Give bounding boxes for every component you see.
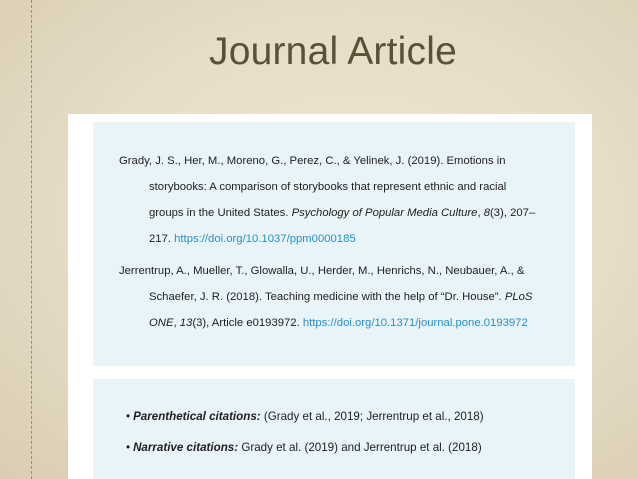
citation-text: (Grady et al., 2019; Jerrentrup et al., 2018) bbox=[260, 410, 484, 423]
reference-text: (3), 207– bbox=[490, 207, 536, 219]
slide-title: Journal Article bbox=[209, 30, 457, 73]
citation-label: Narrative citations: bbox=[133, 441, 239, 454]
reference-line: Grady, J. S., Her, M., Moreno, G., Perez, C., & Yelinek, J. (2019). Emotions in bbox=[119, 155, 506, 167]
journal-title: Psychology of Popular Media Culture bbox=[291, 207, 478, 219]
reference-line bbox=[119, 310, 559, 336]
reference-entry bbox=[119, 258, 559, 336]
reference-text: Schaefer, J. R. (2018). Teaching medicine with the help of “Dr. House”. bbox=[149, 291, 505, 303]
reference-text: 217. bbox=[149, 233, 175, 245]
reference-text: (3), Article e0193972. bbox=[192, 317, 303, 329]
bullet: • bbox=[126, 410, 131, 423]
narrative-citation bbox=[126, 441, 482, 454]
reference-line bbox=[119, 226, 559, 252]
citation-label: Parenthetical citations: bbox=[133, 410, 261, 423]
bullet: • bbox=[126, 441, 131, 454]
reference-line bbox=[119, 200, 559, 226]
reference-text: groups in the United States. bbox=[149, 207, 292, 219]
reference-entry bbox=[119, 148, 559, 252]
citation-box bbox=[93, 379, 575, 479]
citation-text: Grady et al. (2019) and Jerrentrup et al. (2018) bbox=[238, 441, 482, 454]
reference-text: , bbox=[477, 207, 484, 219]
reference-line: Jerrentrup, A., Mueller, T., Glowalla, U., Herder, M., Henrichs, N., Neubauer, A., & bbox=[119, 265, 525, 277]
volume-number: 8 bbox=[483, 207, 491, 219]
doi-link[interactable]: https://doi.org/10.1037/ppm0000185 bbox=[174, 233, 356, 245]
doi-link[interactable]: https://doi.org/10.1371/journal.pone.0193972 bbox=[302, 317, 528, 329]
parenthetical-citation bbox=[126, 410, 484, 423]
reference-line: storybooks: A comparison of storybooks that represent ethnic and racial bbox=[149, 181, 507, 193]
volume-number: 13 bbox=[179, 317, 193, 329]
journal-title: ONE bbox=[149, 317, 174, 329]
journal-title: PLoS bbox=[504, 291, 533, 303]
reference-line bbox=[119, 284, 559, 310]
reference-text: , bbox=[173, 317, 180, 329]
